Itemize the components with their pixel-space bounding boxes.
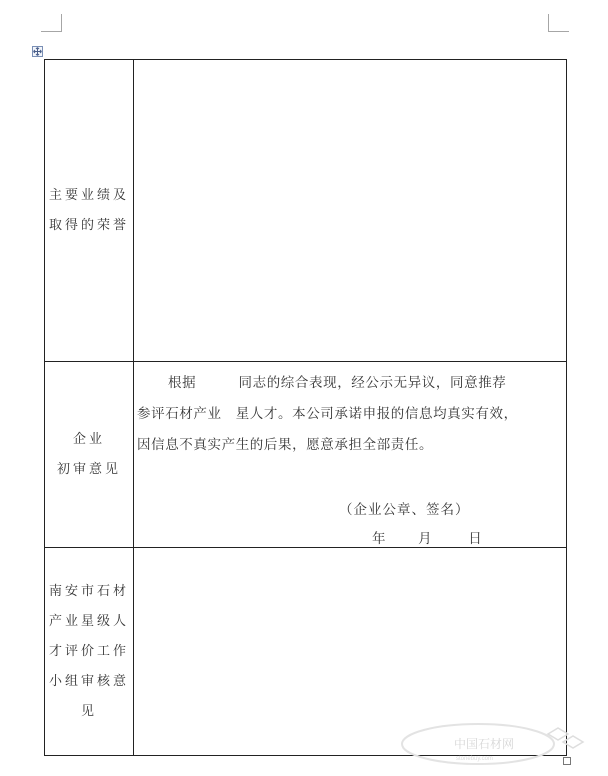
achievements-row bbox=[45, 60, 567, 362]
crop-mark-top-left bbox=[41, 14, 62, 32]
crop-mark-top-right bbox=[548, 14, 569, 32]
watermark-subtext: stonebuy.com bbox=[456, 756, 493, 762]
opinion-line: 参评石材产业 星人才。本公司承诺申报的信息均真实有效， bbox=[137, 406, 518, 422]
committee-review-label-line: 南安市石材 bbox=[48, 583, 129, 599]
achievements-label-line: 主要业绩及 bbox=[48, 187, 129, 203]
application-form-table bbox=[44, 59, 567, 756]
date-day: 日 bbox=[468, 531, 482, 547]
date-month: 月 bbox=[418, 531, 432, 547]
committee-review-label-line: 见 bbox=[80, 703, 97, 719]
table-move-handle-icon[interactable] bbox=[32, 46, 43, 57]
enterprise-review-row bbox=[45, 362, 567, 548]
opinion-line: 根据 同志的综合表现，经公示无异议，同意推荐 bbox=[168, 375, 507, 391]
watermark-text: 中国石材网 bbox=[454, 737, 515, 751]
committee-review-label-line: 小组审核意 bbox=[48, 673, 129, 689]
watermark-logo-icon bbox=[398, 712, 598, 772]
signature-placeholder: （企业公章、签名） bbox=[339, 502, 470, 518]
date-year: 年 bbox=[372, 531, 386, 547]
committee-review-label-line: 产业星级人 bbox=[48, 613, 129, 629]
enterprise-review-label bbox=[45, 362, 134, 548]
opinion-text bbox=[137, 368, 567, 461]
date-fields bbox=[372, 527, 482, 547]
enterprise-review-content-cell[interactable] bbox=[134, 362, 567, 548]
achievements-label bbox=[45, 60, 134, 362]
committee-review-label-line: 才评价工作 bbox=[48, 643, 129, 659]
committee-review-label bbox=[45, 548, 134, 756]
enterprise-review-label-line: 初审意见 bbox=[56, 461, 121, 477]
achievements-label-line: 取得的荣誉 bbox=[48, 217, 129, 233]
enterprise-review-label-line: 企业 bbox=[72, 431, 105, 447]
achievements-content-cell[interactable] bbox=[134, 60, 567, 362]
opinion-line: 因信息不真实产生的后果，愿意承担全部责任。 bbox=[137, 437, 434, 453]
